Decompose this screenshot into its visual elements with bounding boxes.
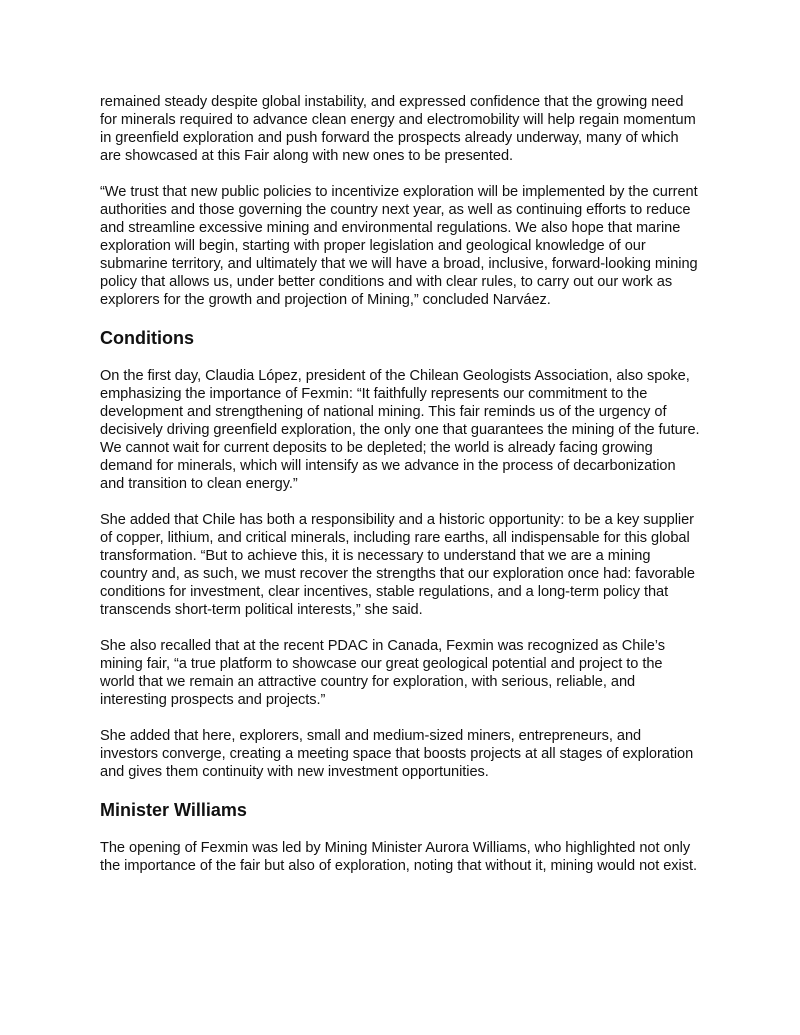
paragraph: She also recalled that at the recent PDAC in Canada, Fexmin was recognized as Chile’s mining fair, “a true platform to showcase our great geological potential and project to the world that we remain an attractive country for exploration, with serious, reliable, and interesting prospects and projects.”: [100, 638, 665, 708]
paragraph: The opening of Fexmin was led by Mining Minister Aurora Williams, who highlighted not only the importance of the fair but also of exploration, noting that without it, mining would not exist.: [100, 840, 697, 874]
article-body: [100, 93, 700, 893]
section-heading-minister-williams: Minister Williams: [100, 800, 247, 820]
paragraph: She added that Chile has both a responsibility and a historic opportunity: to be a key supplier of copper, lithium, and critical minerals, including rare earths, all indispensable for this global transformation. “But to achieve this, it is necessary to understand that we are a mining country and, as such, we must recover the strengths that our exploration once had: favorable conditions for investment, clear incentives, stable regulations, and a long-term policy that transcends short-term political interests,” she said.: [100, 512, 695, 618]
paragraph: “We trust that new public policies to incentivize exploration will be implemented by the current authorities and those governing the country next year, as well as continuing efforts to reduce and streamline excessive mining and environmental regulations. We also hope that marine exploration will begin, starting with proper legislation and geological knowledge of our submarine territory, and ultimately that we will have a broad, inclusive, forward-looking mining policy that allows us, under better conditions and with clear rules, to carry out our work as explorers for the growth and projection of Mining,” concluded Narváez.: [100, 184, 698, 308]
section-heading-conditions: Conditions: [100, 328, 194, 348]
paragraph: remained steady despite global instability, and expressed confidence that the growing need for minerals required to advance clean energy and electromobility will help regain momentum in greenfield exploration and push forward the prospects already underway, many of which are showcased at this Fair along with new ones to be presented.: [100, 94, 696, 164]
paragraph: She added that here, explorers, small and medium-sized miners, entrepreneurs, and investors converge, creating a meeting space that boosts projects at all stages of exploration and gives them continuity with new investment opportunities.: [100, 728, 694, 780]
paragraph: On the first day, Claudia López, president of the Chilean Geologists Association, also spoke, emphasizing the importance of Fexmin: “It faithfully represents our commitment to the development and strengthening of national mining. This fair reminds us of the urgency of decisively driving greenfield exploration, the only one that guarantees the mining of the future. We cannot wait for current deposits to be depleted; the world is already facing growing demand for minerals, which will intensify as we advance in the process of decarbonization and transition to clean energy.”: [100, 368, 700, 492]
